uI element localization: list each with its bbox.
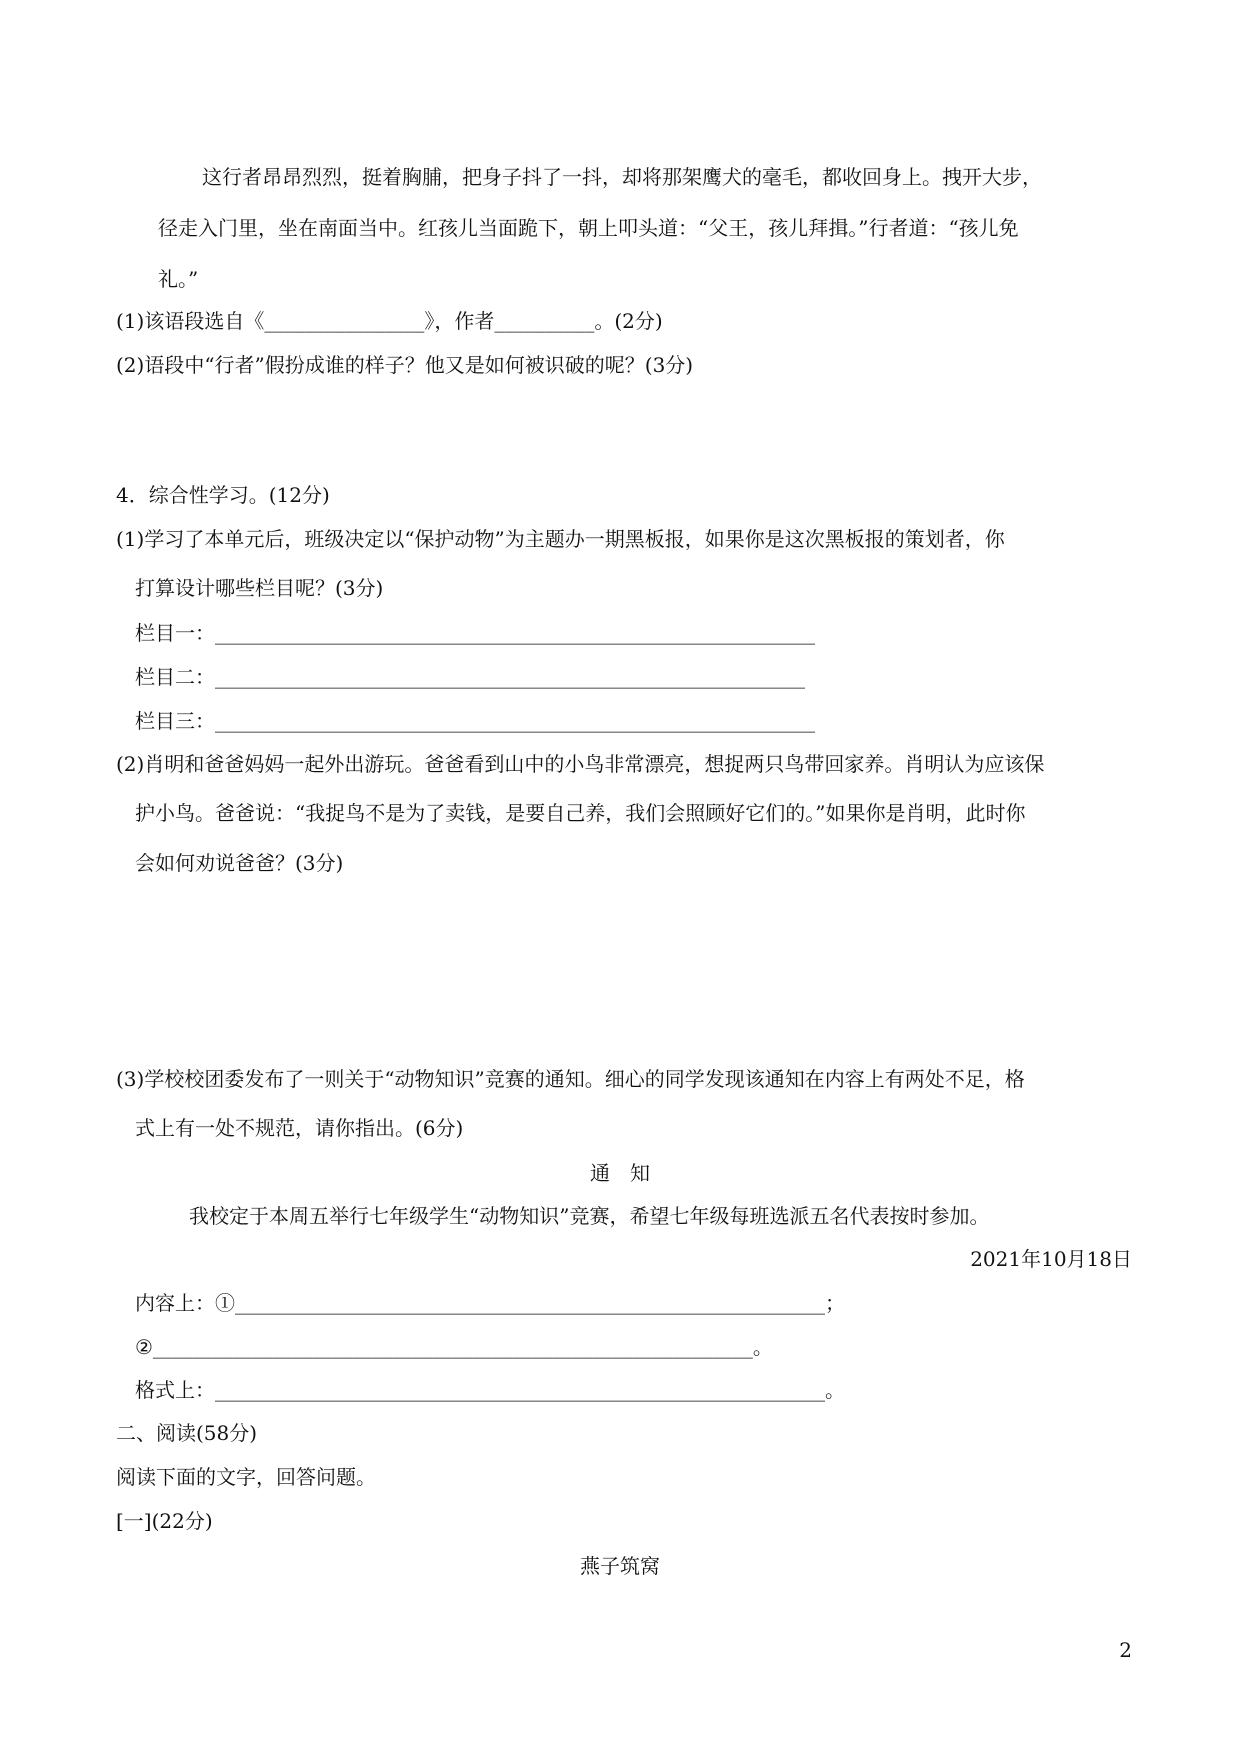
reading-instruction: 阅读下面的文字，回答问题。 (116, 1465, 376, 1489)
question-4-2-line-2: 护小鸟。爸爸说：“我捉鸟不是为了卖钱，是要自己养，我们会照顾好它们的。”如果你是肖明，此时你 (135, 801, 1026, 825)
question-4-3-line-1: (3)学校校团委发布了一则关于“动物知识”竞赛的通知。细心的同学发现该通知在内容上有两处不足，格 (116, 1067, 1025, 1091)
part-1-label: [一](22分) (116, 1509, 213, 1533)
passage-line-2: 径走入门里，坐在南面当中。红孩儿当面跪下，朝上叩头道：“父王，孩儿拜揖。”行者道：“孩儿免 (158, 216, 1019, 240)
content-answer-2: ②____________________________________________________________。 (135, 1335, 773, 1359)
question-4-2-line-1: (2)肖明和爸爸妈妈一起外出游玩。爸爸看到山中的小鸟非常漂亮，想捉两只鸟带回家养。肖明认为应该保 (116, 752, 1045, 776)
notice-body: 我校定于本周五举行七年级学生“动物知识”竞赛，希望七年级每班选派五名代表按时参加。 (189, 1204, 990, 1228)
format-answer: 格式上：_____________________________________________________________。 (135, 1378, 845, 1402)
question-4-title: 4．综合性学习。(12分) (116, 483, 330, 507)
column-2-blank: 栏目二：___________________________________________________________ (135, 665, 805, 689)
content-answer-1: 内容上：①___________________________________________________________； (135, 1291, 845, 1315)
question-3-2: (2)语段中“行者”假扮成谁的样子？他又是如何被识破的呢？(3分) (116, 353, 694, 377)
column-3-blank: 栏目三：____________________________________________________________ (135, 709, 815, 733)
notice-date: 2021年10月18日 (970, 1247, 1132, 1271)
page-number: 2 (1119, 1638, 1132, 1662)
notice-title: 通 知 (590, 1161, 650, 1185)
question-4-1-line-1: (1)学习了本单元后，班级决定以“保护动物”为主题办一期黑板报，如果你是这次黑板报的策划者，你 (116, 527, 1005, 551)
question-4-3-line-2: 式上有一处不规范，请你指出。(6分) (135, 1116, 464, 1140)
passage-line-1: 这行者昂昂烈烈，挺着胸脯，把身子抖了一抖，却将那架鹰犬的毫毛，都收回身上。拽开大步， (202, 165, 1042, 189)
question-4-1-line-2: 打算设计哪些栏目呢？(3分) (135, 576, 384, 600)
passage-line-3: 礼。” (158, 267, 199, 291)
question-4-2-line-3: 会如何劝说爸爸？(3分) (135, 851, 344, 875)
article-title: 燕子筑窝 (580, 1554, 660, 1578)
section-2-title: 二、阅读(58分) (116, 1421, 258, 1445)
question-3-1: (1)该语段选自《________________》，作者__________。(2分) (116, 309, 663, 333)
column-1-blank: 栏目一：____________________________________________________________ (135, 621, 815, 645)
